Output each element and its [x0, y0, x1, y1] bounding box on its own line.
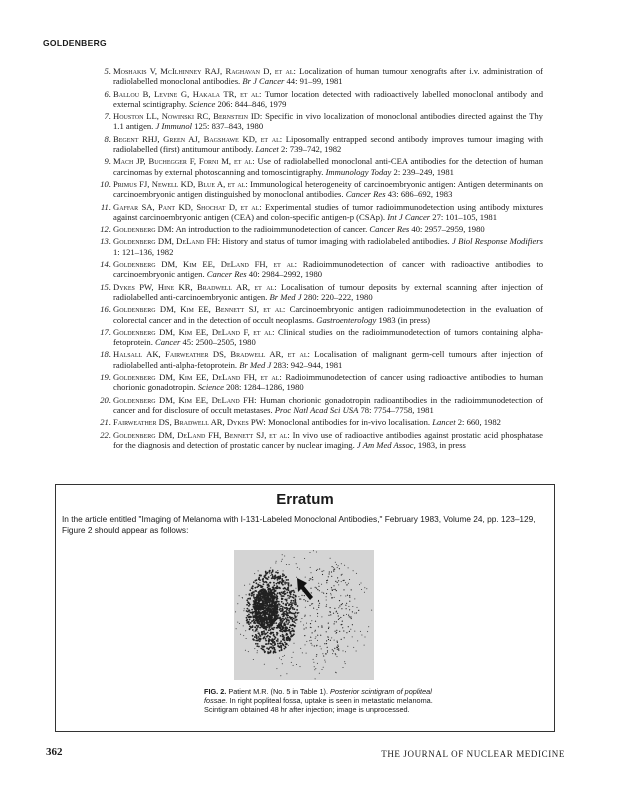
- reference-authors: Begent RHJ, Green AJ, Bagshawe KD, et al:: [113, 133, 283, 144]
- reference-details: 2: 739–742, 1982: [278, 144, 342, 155]
- reference-item: [63, 372, 543, 393]
- reference-details: 208: 1284–1286, 1980: [223, 382, 304, 393]
- reference-authors: Halsall AK, Fairweather DS, Bradwell AR, et al:: [113, 349, 310, 360]
- reference-number: 5.: [104, 66, 111, 76]
- reference-details: 125: 837–843, 1980: [192, 121, 264, 132]
- erratum-text: In the article entitled "Imaging of Melanoma with I-131-Labeled Monoclonal Antibodies," February 1983, Volume 24, pp. 123–129, Figure 2 should appear as follows:: [62, 514, 536, 535]
- reference-journal: Br J Cancer: [240, 76, 285, 87]
- reference-number: 12.: [100, 224, 111, 235]
- reference-journal: Proc Natl Acad Sci USA: [272, 404, 359, 415]
- reference-authors: Fairweather DS, Bradwell AR, Dykes PW:: [113, 417, 266, 428]
- reference-number: 7.: [104, 111, 111, 122]
- reference-details: 44: 91–99, 1981: [284, 76, 343, 87]
- reference-number: 20.: [100, 394, 111, 405]
- reference-authors: Goldenberg DM, DeLand FH:: [113, 236, 220, 247]
- reference-list: [63, 66, 543, 452]
- reference-title: Clinical studies on the radioimmunodetection of tumors containing alpha-fetoprotein.: [113, 326, 543, 348]
- reference-details: 2: 239–249, 1981: [391, 166, 454, 177]
- reference-title: Localisation of tumour deposits by external scanning after injection of radiolabelled anti-carcinoembryonic antigen.: [113, 281, 543, 302]
- figure-caption: [204, 687, 442, 715]
- reference-item: [63, 179, 543, 200]
- reference-number: 17.: [100, 326, 111, 337]
- reference-journal: Lancet: [430, 417, 456, 428]
- reference-authors: Mach JP, Buchegger F, Forni M, et al:: [113, 156, 255, 167]
- reference-number: 6.: [104, 88, 111, 99]
- reference-authors: Goldenberg DM:: [113, 224, 174, 235]
- reference-number: 14.: [100, 259, 111, 270]
- reference-item: [63, 202, 543, 223]
- reference-number: 19.: [100, 372, 111, 383]
- reference-authors: Goldenberg DM, Kim EE, DeLand F, et al:: [113, 326, 275, 337]
- reference-journal: Immunology Today: [323, 166, 392, 177]
- reference-authors: Goldenberg DM, Kim EE, Bennett SJ, et al:: [113, 304, 286, 315]
- journal-name: THE JOURNAL OF NUCLEAR MEDICINE: [381, 749, 565, 759]
- reference-journal: Gastroenterology: [314, 314, 377, 325]
- reference-title: An introduction to the radioimmunodetection of cancer.: [173, 224, 368, 235]
- erratum-box: [55, 484, 555, 732]
- caption-text-continued: In right popliteal fossa, uptake is seen in metastatic melanoma. Scintigram obtained 48 hr after injection; image is unprocessed.: [204, 696, 433, 715]
- reference-authors: Moshakis V, McIlhinney RAJ, Raghavan D, et al:: [113, 66, 296, 76]
- reference-item: [63, 349, 543, 370]
- reference-journal: Lancet: [253, 144, 279, 155]
- reference-title: Radioimmunodetection of cancer using radioactive antibodies to human chorionic gonadotropin.: [113, 372, 543, 393]
- reference-title: History and status of tumor imaging with radiolabeled antibodies.: [219, 236, 450, 247]
- reference-title: Specific in vivo localization of monoclonal antibodies directed against the Thy 1.1 antigen.: [113, 111, 543, 132]
- reference-title: Experimental studies of tumor radioimmunodetection using antibody mixtures against carcinoembryonic antigen (CEA) and colon-specific antigen-p (CSAp).: [113, 201, 543, 222]
- reference-number: 15.: [100, 281, 111, 292]
- reference-item: [63, 66, 543, 87]
- reference-details: 2: 660, 1982: [455, 417, 501, 428]
- reference-details: 78: 7754–7758, 1981: [358, 404, 434, 415]
- caption-emphasis: Posterior scintigram of popliteal fossae.: [204, 687, 432, 706]
- reference-item: [63, 156, 543, 177]
- reference-number: 22.: [100, 429, 111, 440]
- caption-label: FIG. 2.: [204, 687, 227, 696]
- reference-journal: J Am Med Assoc: [354, 439, 414, 450]
- reference-details: 27: 101–105, 1981: [430, 211, 497, 222]
- erratum-title: Erratum: [276, 491, 334, 508]
- reference-title: Localization of human tumour xenografts after i.v. administration of radiolabelled monoclonal antibodies.: [113, 66, 543, 87]
- reference-authors: Goldenberg DM, Kim EE, DeLand FH, et al:: [113, 259, 297, 270]
- reference-title: In vivo use of radioactive antibodies against prostatic acid phosphatase for the diagnosis and detection of prostatic cancer by nuclear imaging.: [113, 429, 543, 450]
- reference-journal: Br Med J: [237, 359, 272, 370]
- reference-item: [63, 417, 543, 427]
- reference-item: [63, 134, 543, 155]
- reference-title: Human chorionic gonadotropin radioantibodies in the radioimmunodetection of cancer and for disclosure of occult metastases.: [113, 394, 543, 415]
- reference-item: [63, 236, 543, 257]
- reference-details: 40: 2984–2992, 1980: [246, 269, 323, 280]
- reference-title: Liposomally entrapped second antibody improves tumour imaging with radiolabelled (first) antitumour antibody.: [113, 133, 544, 155]
- reference-authors: Ballou B, Levine G, Hakala TR, et al:: [113, 88, 262, 99]
- reference-item: [63, 430, 543, 451]
- reference-number: 13.: [100, 236, 111, 247]
- reference-authors: Primus FJ, Newell KD, Blue A, et al:: [113, 178, 248, 189]
- reference-details: 280: 220–222, 1980: [301, 291, 373, 302]
- reference-item: [63, 224, 543, 234]
- reference-authors: Goldenberg DM, DeLand FH, Bennett SJ, et al:: [113, 429, 290, 440]
- reference-details: 43: 686–692, 1983: [385, 189, 453, 200]
- reference-journal: Int J Cancer: [385, 211, 431, 222]
- reference-item: [63, 89, 543, 110]
- reference-title: Immunological heterogeneity of carcinoembryonic antigen: Antigen determinants on carcinoembryonic antigen distinguished by monoclonal antibodies.: [113, 178, 543, 200]
- reference-details: 283: 942–944, 1981: [271, 359, 343, 370]
- reference-journal: Br Med J: [267, 291, 302, 302]
- reference-number: 11.: [100, 201, 111, 212]
- reference-item: [63, 395, 543, 416]
- reference-authors: Goldenberg DM, Kim EE, DeLand FH, et al:: [113, 372, 282, 383]
- reference-item: [63, 111, 543, 132]
- reference-details: 1983 (in press): [376, 314, 430, 325]
- reference-authors: Gaffar SA, Pant KD, Shochat D, et al:: [113, 201, 262, 212]
- reference-authors: Houston LL, Nowinski RC, Bernstein ID:: [113, 111, 263, 122]
- reference-details: 40: 2957–2959, 1980: [409, 224, 485, 235]
- reference-journal: Science: [195, 382, 224, 393]
- reference-number: 9.: [104, 156, 111, 167]
- caption-text: Patient M.R. (No. 5 in Table 1).: [226, 687, 331, 696]
- reference-title: Radioimmunodetection of cancer with radioactive antibodies to carcinoembryonic antigen.: [113, 259, 544, 280]
- reference-number: 21.: [100, 417, 111, 428]
- reference-journal: Cancer: [152, 337, 181, 348]
- reference-journal: J Immunol: [153, 121, 193, 132]
- reference-journal: Science: [186, 98, 216, 109]
- reference-title: Monoclonal antibodies for in-vivo localisation.: [265, 417, 431, 428]
- reference-authors: Goldenberg DM, Kim EE, DeLand FH:: [113, 394, 257, 405]
- reference-item: [63, 327, 543, 348]
- reference-journal: J Biol Response Modifiers: [449, 236, 543, 247]
- reference-title: Localisation of malignant germ-cell tumours after injection of radiolabelled anti-alpha-fetoprotein.: [113, 349, 543, 370]
- reference-item: [63, 259, 543, 280]
- reference-journal: Cancer Res: [343, 189, 386, 200]
- scintigram-figure: [234, 550, 374, 680]
- reference-number: 8.: [104, 133, 111, 144]
- reference-journal: Cancer Res: [367, 224, 410, 235]
- reference-details: , 1983, in press: [413, 439, 466, 450]
- page-number: 362: [46, 746, 63, 758]
- reference-authors: Dykes PW, Hine KR, Bradwell AR, et al:: [113, 281, 277, 292]
- reference-number: 16.: [100, 304, 111, 315]
- reference-title: Use of radiolabelled monoclonal anti-CEA antibodies for the detection of human carcinomas by external photoscanning and tomoscintigraphy.: [113, 156, 543, 177]
- reference-details: 206: 844–846, 1979: [215, 98, 287, 109]
- reference-title: Tumor location detected with radioactively labelled monoclonal antibody and external scintigraphy.: [113, 88, 543, 109]
- reference-title: Carcinoembryonic antigen radioimmunodetection in the evaluation of colorectal cancer and in the detection of occult neoplasms.: [113, 304, 543, 325]
- reference-details: 45: 2500–2505, 1980: [180, 337, 256, 348]
- running-head: GOLDENBERG: [43, 38, 107, 48]
- reference-details: 1: 121–136, 1982: [113, 246, 174, 257]
- reference-number: 18.: [100, 349, 111, 360]
- reference-journal: Cancer Res: [204, 269, 247, 280]
- reference-item: [63, 282, 543, 303]
- reference-item: [63, 304, 543, 325]
- reference-number: 10.: [100, 178, 111, 189]
